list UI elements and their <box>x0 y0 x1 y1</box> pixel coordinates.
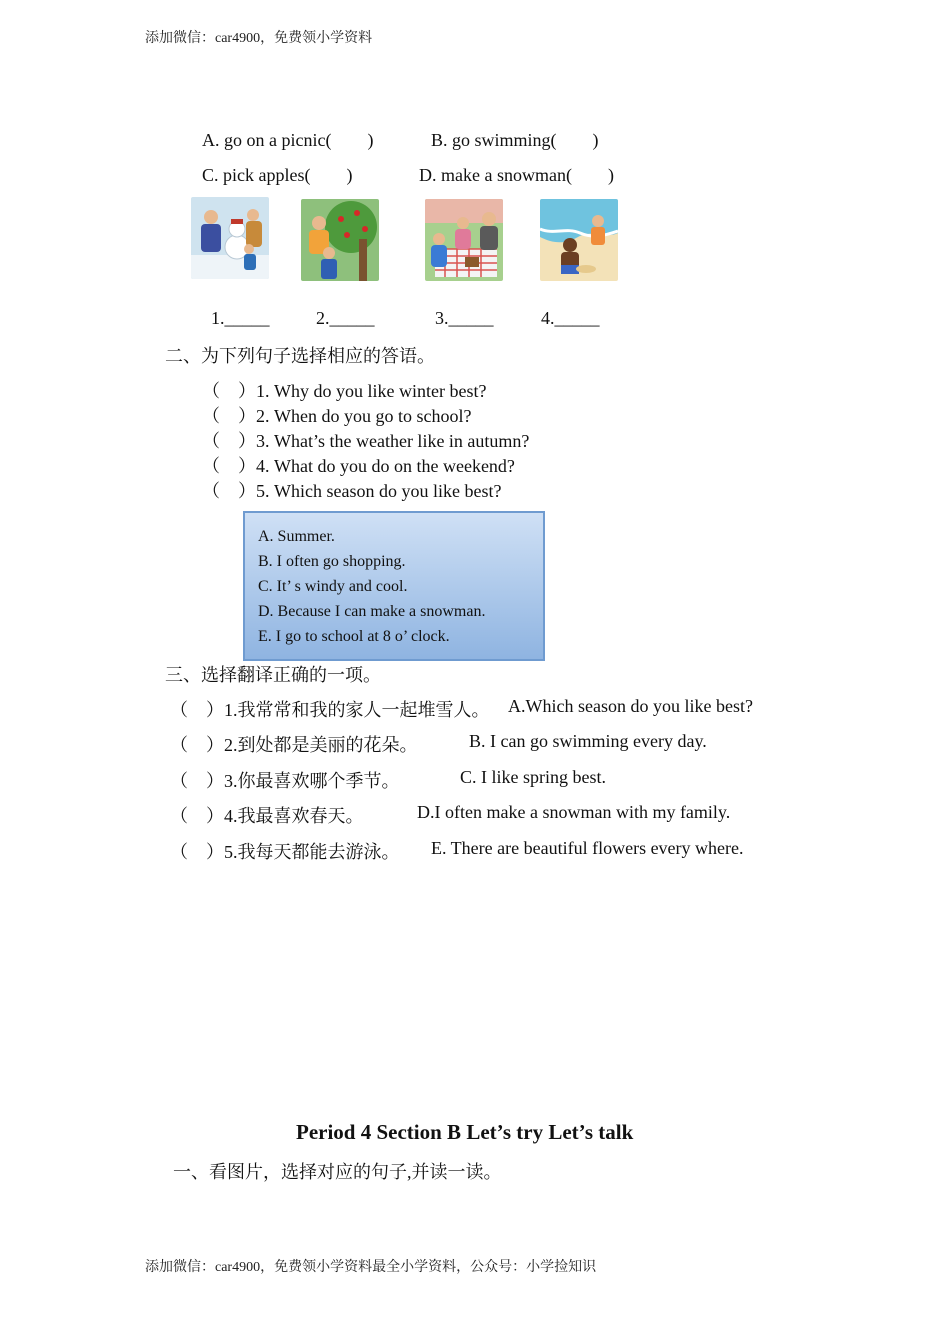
question-line: （ ）3. What’s the weather like in autumn? <box>202 431 530 451</box>
answer-options-box <box>243 511 545 661</box>
option-d: D. make a snowman( ) <box>419 165 614 185</box>
picture-answer-blank: 4._____ <box>541 308 600 328</box>
question-line: （ ）1. Why do you like winter best? <box>202 381 487 401</box>
translation-row-chinese: （ ）5.我每天都能去游泳。 <box>170 842 400 862</box>
answer-option: B. I often go shopping. <box>258 553 406 570</box>
picture-answer-blank: 2._____ <box>316 308 375 328</box>
answer-option: A. Summer. <box>258 528 335 545</box>
option-a: A. go on a picnic( ) <box>202 130 374 150</box>
part3-heading: 三、选择翻译正确的一项。 <box>165 665 381 685</box>
apple-picking-picture-icon <box>301 199 379 281</box>
option-b: B. go swimming( ) <box>431 130 599 150</box>
translation-row-chinese: （ ）1.我常常和我的家人一起堆雪人。 <box>170 700 490 720</box>
question-line: （ ）5. Which season do you like best? <box>202 481 502 501</box>
answer-option: C. It’ s windy and cool. <box>258 578 408 595</box>
section-instruction: 一、看图片，选择对应的句子,并读一读。 <box>173 1162 502 1182</box>
question-line: （ ）4. What do you do on the weekend? <box>202 456 515 476</box>
page-header-note: 添加微信：car4900，免费领小学资料 <box>145 31 373 46</box>
snowman-picture-icon <box>191 197 269 279</box>
option-c: C. pick apples( ) <box>202 165 353 185</box>
translation-row-english: A.Which season do you like best? <box>508 696 753 716</box>
beach-swimming-picture-icon <box>540 199 618 281</box>
translation-row-english: E. There are beautiful flowers every where. <box>431 838 744 858</box>
part2-heading: 二、为下列句子选择相应的答语。 <box>165 346 435 366</box>
answer-option: D. Because I can make a snowman. <box>258 603 486 620</box>
translation-row-chinese: （ ）2.到处都是美丽的花朵。 <box>170 735 418 755</box>
translation-row-english: B. I can go swimming every day. <box>469 731 707 751</box>
translation-row-english: D.I often make a snowman with my family. <box>417 802 731 822</box>
picture-answer-blank: 3._____ <box>435 308 494 328</box>
section-title: Period 4 Section B Let’s try Let’s talk <box>296 1120 634 1144</box>
translation-row-chinese: （ ）3.你最喜欢哪个季节。 <box>170 771 400 791</box>
question-line: （ ）2. When do you go to school? <box>202 406 472 426</box>
translation-row-chinese: （ ）4.我最喜欢春天。 <box>170 806 364 826</box>
translation-row-english: C. I like spring best. <box>460 767 606 787</box>
picture-answer-blank: 1._____ <box>211 308 270 328</box>
page-footer-note: 添加微信：car4900，免费领小学资料最全小学资料，公众号：小学捡知识 <box>145 1260 597 1275</box>
answer-option: E. I go to school at 8 o’ clock. <box>258 628 450 645</box>
picnic-picture-icon <box>425 199 503 281</box>
